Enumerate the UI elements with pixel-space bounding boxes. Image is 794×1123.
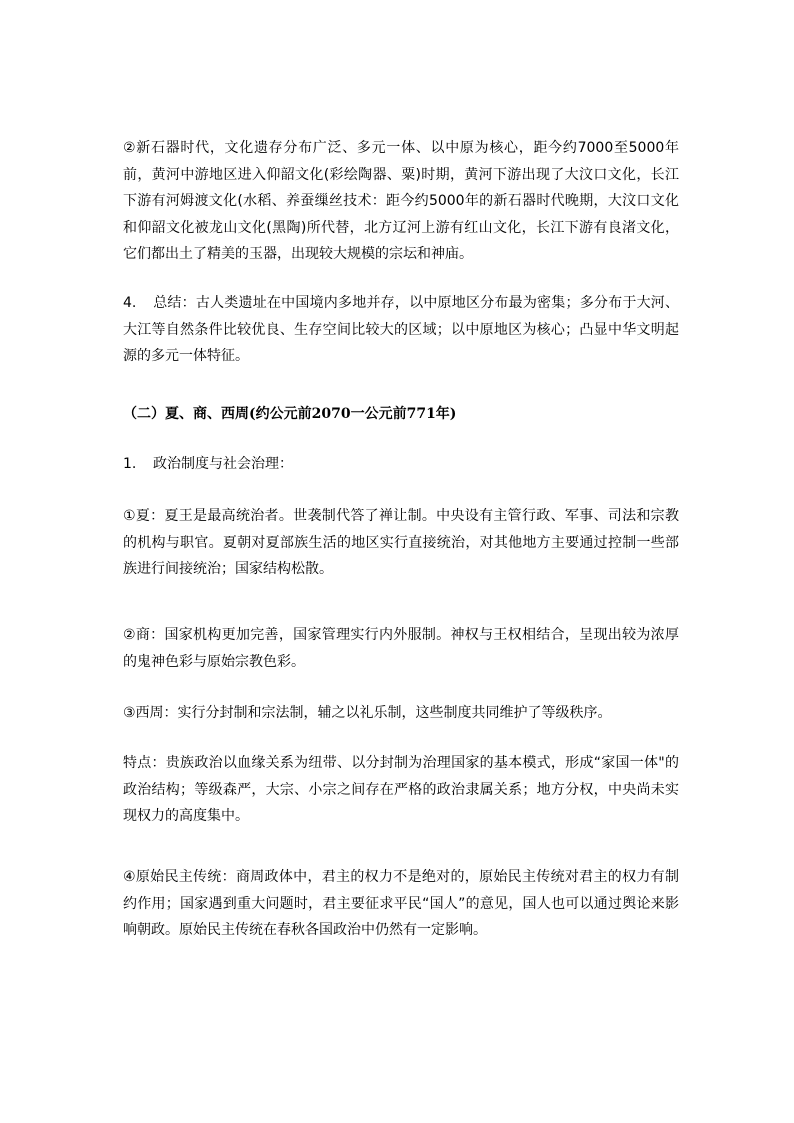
paragraph-xia: ①夏：夏王是最高统治者。世袭制代答了禅让制。中央设有主管行政、军事、司法和宗教的机构与职官。夏朝对夏部族生活的地区实行直接统治，对其他地方主要通过控制一些部族进行间接统治；国家结构松散。 [123,508,679,577]
paragraph-primitive-democracy: ④原始民主传统：商周政体中，君主的权力不是绝对的，原始民主传统对君主的权力有制约作用；国家遇到重大问题时，君主要征求平民“国人”的意见，国人也可以通过舆论来影响朝政。原始民主传统在春秋各国政治中仍然有一定影响。 [123,869,679,938]
paragraph-western-zhou: ③西周：实行分封制和宗法制，辅之以礼乐制，这些制度共同维护了等级秩序。 [123,705,612,721]
list-number: 1. [123,456,137,472]
paragraph-political-system-text: 政治制度与社会治理： [153,456,293,472]
paragraph-shang: ②商：国家机构更加完善，国家管理实行内外服制。神权与王权相结合，呈现出较为浓厚的鬼神色彩与原始宗教色彩。 [123,627,679,670]
paragraph-characteristics: 特点：贵族政治以血缘关系为纽带、以分封制为治理国家的基本模式，形成“家国一体"的政治结构；等级森严，大宗、小宗之间存在严格的政治隶属关系；地方分权，中央尚未实现权力的高度集中。 [123,755,679,824]
section-heading: （二）夏、商、西周(约公元前2070一公元前771年) [123,406,457,422]
paragraph-summary-text: 总结：古人类遗址在中国境内多地并存，以中原地区分布最为密集；多分布于大河、大江等自然条件比较优良、生存空间比较大的区域；以中原地区为核心；凸显中华文明起源的多元一体特征。 [123,295,679,364]
paragraph-summary [123,290,679,370]
paragraph-political-system [123,451,679,478]
paragraph-neolithic: ②新石器时代，文化遗存分布广泛、多元一体、以中原为核心，距今约7000至5000年前，黄河中游地区进入仰韶文化(彩绘陶器、粟)时期，黄河下游出现了大汶口文化，长江下游有河姆渡文化(水稻、养蚕缫丝技术：距今约5000年的新石器时代晚期，大汶口文化和仰韶文化被龙山文化(黑陶)所代替，北方辽河上游有红山文化，长江下游有良渚文化，它们都出土了精美的玉器，出现较大规模的宗坛和神庙。 [123,140,679,262]
list-number: 4. [123,295,137,311]
